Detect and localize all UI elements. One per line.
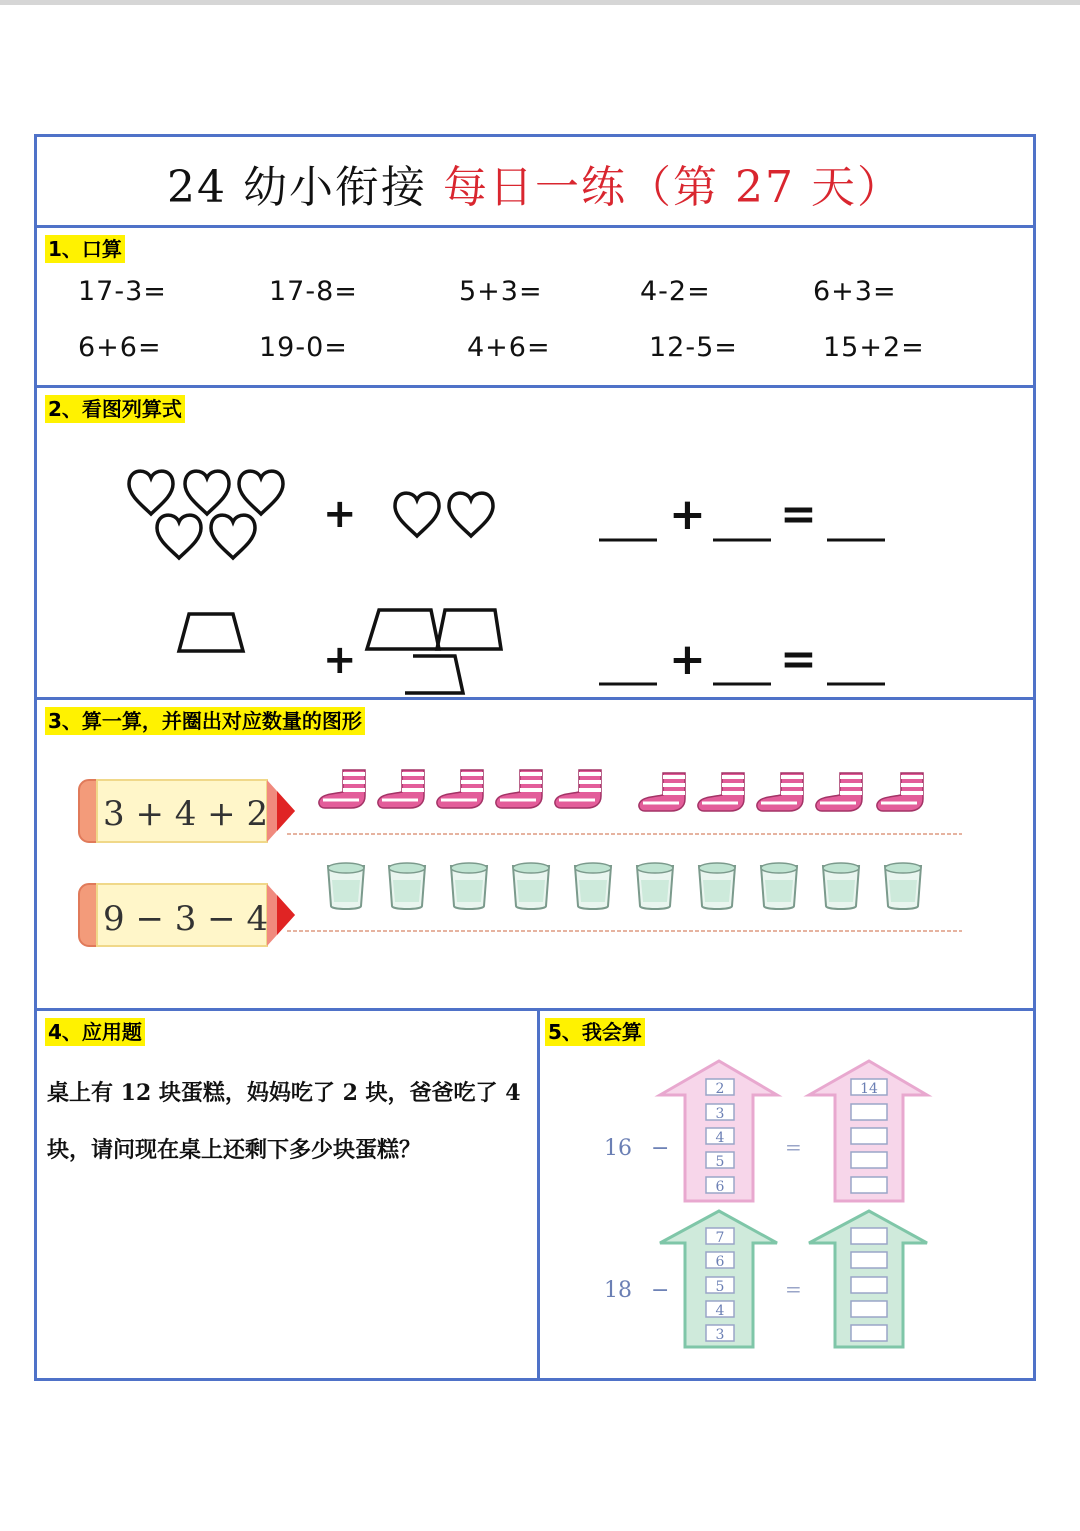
heart-icon [211, 515, 255, 558]
subtrahend: 2 [715, 1081, 725, 1097]
arrow-subtraction-figure [37, 1011, 1033, 1378]
section-picture-equation [37, 388, 1033, 700]
sock-icon [877, 773, 923, 811]
picture-equation-figure [37, 388, 1033, 700]
subtrahend: 7 [715, 1230, 725, 1246]
equation: 6+3= [813, 276, 897, 307]
cup-icon [761, 863, 797, 909]
subtrahend: 4 [715, 1130, 725, 1146]
plus-sign: + [323, 637, 357, 683]
section-count-and-circle [37, 700, 1033, 1011]
answer-box[interactable] [851, 1104, 887, 1120]
sock-icon [319, 770, 365, 808]
sock-icon [816, 773, 862, 811]
equation: 19-0= [259, 332, 348, 363]
count-figure [37, 700, 1033, 1011]
equation: 12-5= [649, 332, 738, 363]
subtrahend: 6 [715, 1254, 725, 1270]
minus-sign: − [651, 1278, 670, 1303]
trapezoid-icon [179, 614, 243, 651]
minuend: 16 [604, 1136, 632, 1161]
title-black: 24 幼小衔接 [167, 162, 443, 213]
cup-icon [885, 863, 921, 909]
answer-box[interactable] [851, 1152, 887, 1168]
pencil-expression-2 [79, 884, 295, 946]
subtrahend: 4 [715, 1303, 725, 1319]
expression-text: 3 + 4 + 2 [103, 794, 269, 834]
expression-text: 9 − 3 − 4 [103, 899, 269, 939]
subtrahend: 5 [715, 1279, 725, 1295]
sock-icon [698, 773, 744, 811]
sock-icon [378, 770, 424, 808]
trapezoid-icon [367, 610, 439, 649]
title-red: 每日一练（第 27 天） [443, 162, 903, 213]
cup-icon [451, 863, 487, 909]
sock-icon [437, 770, 483, 808]
subtrahend: 3 [715, 1327, 725, 1343]
answer-plus: + [669, 489, 706, 540]
heart-icon [157, 515, 201, 558]
cup-icon [389, 863, 425, 909]
answer-plus: + [669, 634, 706, 685]
worksheet [34, 134, 1036, 1381]
equals-sign: = [785, 1135, 802, 1159]
result-value: 14 [860, 1081, 878, 1097]
heart-icon [395, 493, 439, 536]
cup-icon [637, 863, 673, 909]
equals-sign: = [785, 1277, 802, 1301]
top-edge-line [0, 0, 1080, 5]
minuend: 18 [604, 1278, 632, 1303]
cup-icon [328, 863, 364, 909]
answer-box[interactable] [851, 1325, 887, 1341]
section-word-problem-and-arrows [37, 1011, 1033, 1378]
cup-icon [513, 863, 549, 909]
equation: 15+2= [823, 332, 925, 363]
heart-icon [239, 471, 283, 514]
answer-box[interactable] [851, 1228, 887, 1244]
cup-icon [575, 863, 611, 909]
answer-box[interactable] [851, 1277, 887, 1293]
title-row [37, 137, 1033, 228]
cup-icon [699, 863, 735, 909]
section-mental-math [37, 228, 1033, 388]
page-title [37, 151, 1033, 215]
minus-sign: − [651, 1136, 670, 1161]
heart-icon [185, 471, 229, 514]
sock-icon [757, 773, 803, 811]
equation: 5+3= [459, 276, 543, 307]
answer-box[interactable] [851, 1252, 887, 1268]
equation: 6+6= [78, 332, 162, 363]
equation: 4+6= [467, 332, 551, 363]
plus-sign: + [323, 491, 357, 537]
trapezoid-icon [437, 610, 501, 649]
equation: 17-8= [269, 276, 358, 307]
answer-equals: = [780, 489, 817, 540]
equation: 17-3= [78, 276, 167, 307]
section-3-label: 3、算一算，并圈出对应数量的图形 [45, 707, 365, 735]
subtrahend: 6 [715, 1179, 725, 1195]
pencil-expression-1 [79, 780, 295, 842]
sock-icon [639, 773, 685, 811]
heart-icon [449, 493, 493, 536]
trapezoid-icon [405, 656, 463, 693]
sock-icon [555, 770, 601, 808]
sock-icon [496, 770, 542, 808]
section-4-label: 4、应用题 [45, 1018, 145, 1046]
answer-box[interactable] [851, 1177, 887, 1193]
subtrahend: 3 [715, 1106, 725, 1122]
section-2-label: 2、看图列算式 [45, 395, 185, 423]
answer-equals: = [780, 634, 817, 685]
section-1-label: 1、口算 [45, 235, 125, 263]
answer-box[interactable] [851, 1128, 887, 1144]
subtrahend: 5 [715, 1154, 725, 1170]
word-problem-text: 桌上有 12 块蛋糕，妈妈吃了 2 块，爸爸吃了 4 块，请问现在桌上还剩下多少块蛋糕？ [47, 1080, 521, 1163]
equation: 4-2= [640, 276, 711, 307]
heart-icon [129, 471, 173, 514]
section-5-label: 5、我会算 [545, 1018, 645, 1046]
cup-icon [823, 863, 859, 909]
answer-box[interactable] [851, 1301, 887, 1317]
